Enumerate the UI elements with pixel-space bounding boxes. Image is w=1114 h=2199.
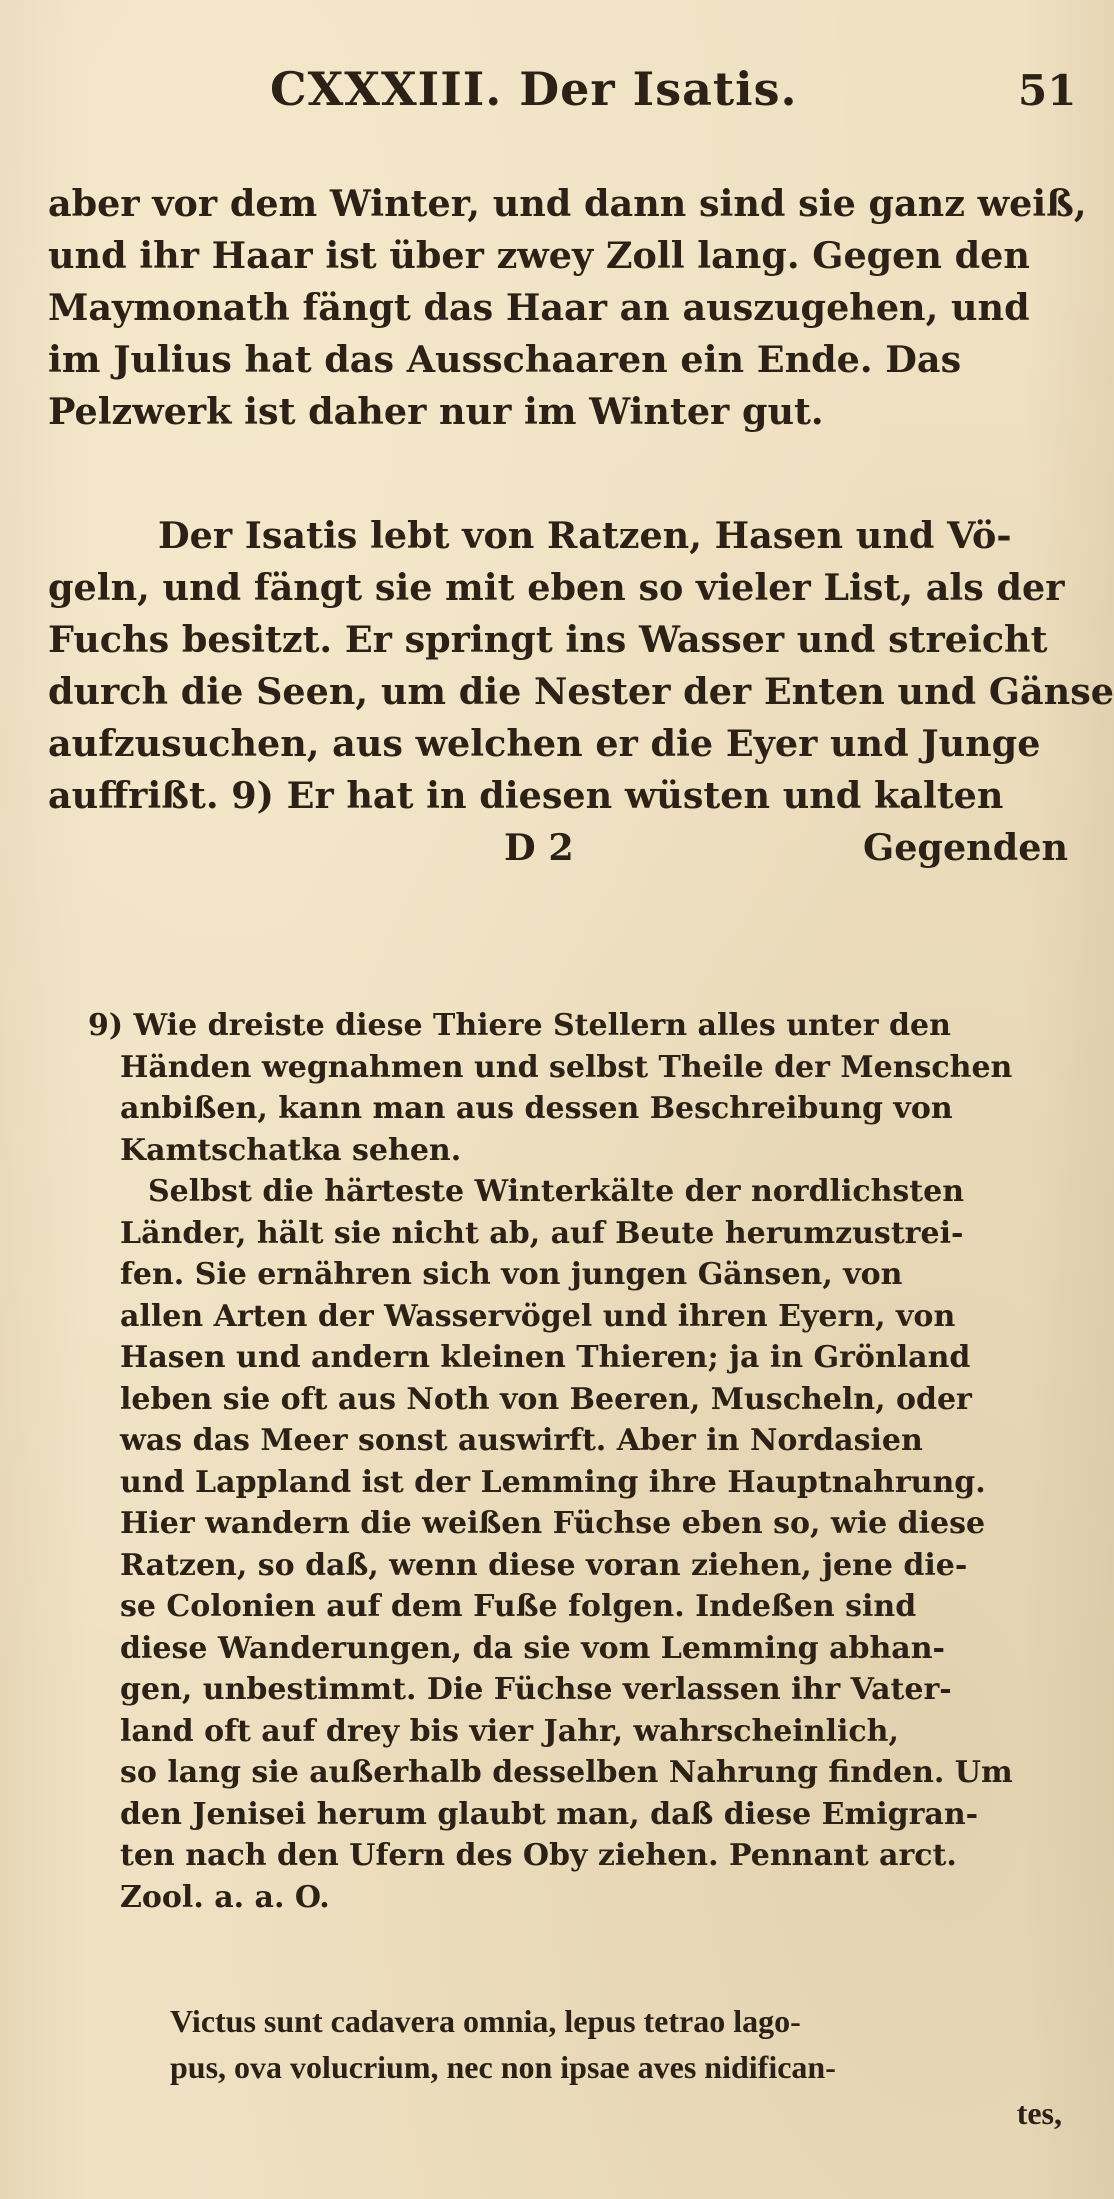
footnote-line: anbißen, kann man aus dessen Beschreibung von — [120, 1091, 953, 1126]
text-line: geln, und fängt sie mit eben so vieler List, als der — [48, 566, 1065, 609]
chapter-title: CXXXIII. Der Isatis. — [270, 62, 798, 116]
main-text-block — [48, 178, 1114, 874]
footnote-line: und Lappland ist der Lemming ihre Hauptnahrung. — [120, 1464, 986, 1500]
latin-line: pus, ova volucrium, nec non ipsae aves nidifican- — [170, 2049, 836, 2085]
footnote-line: se Colonien auf dem Fuße folgen. Indeßen sind — [120, 1589, 917, 1624]
footnote-line: gen, unbestimmt. Die Füchse verlassen ihr Vater- — [120, 1672, 952, 1707]
footnote-line: allen Arten der Wasservögel und ihren Eyern, von — [120, 1298, 956, 1334]
page-number: 51 — [1018, 66, 1077, 115]
paragraph-gap — [48, 438, 1078, 510]
footnote-line: leben sie oft aus Noth von Beeren, Muscheln, oder — [120, 1381, 972, 1417]
footnote-line: ten nach den Ufern des Oby ziehen. Pennant arct. — [120, 1838, 957, 1873]
latin-quotation — [170, 1998, 1070, 2136]
text-line: aber vor dem Winter, und dann sind sie ganz weiß, — [48, 182, 1087, 225]
footnote-line: 9) Wie dreiste diese Thiere Stellern alles unter den — [88, 1008, 951, 1043]
footnote-line: Ratzen, so daß, wenn diese voran ziehen, jene die- — [120, 1547, 968, 1583]
footnote-line: Selbst die härteste Winterkälte der nordlichsten — [148, 1174, 965, 1209]
signature-line — [48, 822, 1078, 874]
text-line: Der Isatis lebt von Ratzen, Hasen und Vö- — [158, 514, 1012, 557]
footnote-line: was das Meer sonst auswirft. Aber in Nordasien — [120, 1423, 923, 1458]
footnote-line: Kamtschatka sehen. — [120, 1132, 462, 1168]
footnote-line: land oft auf drey bis vier Jahr, wahrscheinlich, — [120, 1713, 899, 1749]
footnote-line: fen. Sie ernähren sich von jungen Gänsen, von — [120, 1257, 903, 1292]
text-line: im Julius hat das Ausschaaren ein Ende. Das — [48, 338, 962, 381]
footnote-line: Zool. a. a. O. — [120, 1879, 330, 1915]
text-line: Maymonath fängt das Haar an auszugehen, und — [48, 286, 1030, 329]
catchword: Gegenden — [863, 826, 1068, 869]
text-line: aufzusuchen, aus welchen er die Eyer und Junge — [48, 722, 1041, 765]
latin-line-end: tes, — [1016, 2095, 1062, 2131]
text-line: durch die Seen, um die Nester der Enten und Gänse — [48, 670, 1114, 713]
text-line: und ihr Haar ist über zwey Zoll lang. Gegen den — [48, 234, 1030, 277]
signature-mark: D 2 — [504, 826, 574, 869]
text-line: Pelzwerk ist daher nur im Winter gut. — [48, 390, 824, 433]
footnote-line: diese Wanderungen, da sie vom Lemming abhan- — [120, 1630, 945, 1666]
running-header — [0, 62, 1114, 122]
footnote-line: Hier wandern die weißen Füchse eben so, wie diese — [120, 1506, 986, 1541]
footnote-line: Hasen und andern kleinen Thieren; ja in Grönland — [120, 1340, 971, 1375]
footnote-line: den Jenisei herum glaubt man, daß diese Emigran- — [120, 1796, 979, 1832]
footnote-line: so lang sie außerhalb desselben Nahrung finden. Um — [120, 1755, 1013, 1790]
latin-line: Victus sunt cadavera omnia, lepus tetrao lago- — [170, 2003, 801, 2039]
footnote-line: Länder, hält sie nicht ab, auf Beute herumzustrei- — [120, 1215, 964, 1251]
footnote-line: Händen wegnahmen und selbst Theile der Menschen — [120, 1049, 1013, 1085]
text-line: Fuchs besitzt. Er springt ins Wasser und streicht — [48, 618, 1048, 661]
footnote-block — [88, 1005, 1078, 1918]
text-line: auffrißt. 9) Er hat in diesen wüsten und kalten — [48, 774, 1004, 817]
